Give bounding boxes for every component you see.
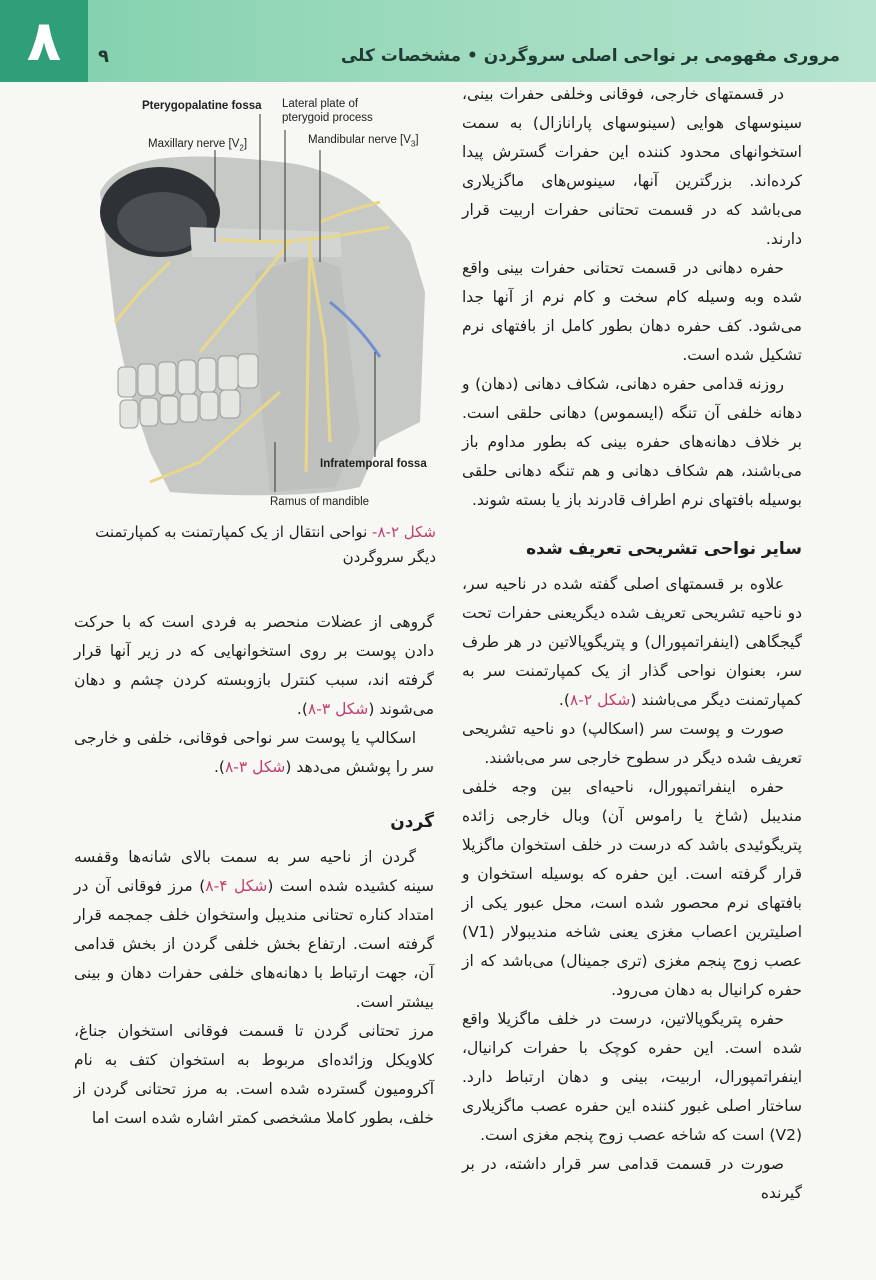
paragraph: صورت و پوست سر (اسکالپ) دو ناحیه تشریحی تعریف شده دیگر در سطوح خارجی سر می‌باشند. (462, 720, 802, 767)
paragraph: گردن از ناحیه سر به سمت بالای شانه‌ها وقفسه سینه کشیده شده است (شکل ۴-۸) مرز فوقانی آن در امتداد کناره تحتانی مندیبل واستخوان خلف جمجمه قرار گرفته است. ارتفاع بخش خلفی گردن از بخش قدامی آن، جهت ارتباط با دهانه‌های خلفی حفرات دهان و بینی بیشتر است. (74, 848, 434, 1011)
anatomy-figure (80, 92, 450, 512)
chapter-number: ۸ (0, 0, 88, 82)
label-pterygopalatine-fossa: Pterygopalatine fossa (142, 100, 262, 112)
right-column (462, 80, 802, 1208)
paragraph: مرز تحتانی گردن تا قسمت فوقانی استخوان جناغ، کلاویکل وزائده‌ای مربوط به استخوان کتف به نام آکرومیون گسترده شده است. به مرز تحتانی گردن از خلف، بطور کاملا مشخصی کمتر اشاره شده است اما (74, 1022, 434, 1127)
paragraph: حفره دهانی در قسمت تحتانی حفرات بینی واقع شده وبه وسیله کام سخت و کام نرم از آنها جدا می‌شود. کف حفره دهان بطور کامل از بافتهای نرم تشکیل شده است. (462, 259, 802, 364)
label-maxillary-nerve: Maxillary nerve $[V_2]$ (148, 138, 248, 153)
figure-reference[interactable]: شکل ۳-۸ (307, 700, 369, 718)
paragraph: اسکالپ یا پوست سر نواحی فوقانی، خلفی و خارجی سر را پوشش می‌دهد (شکل ۳-۸). (74, 729, 434, 776)
left-column (74, 608, 434, 1133)
section-heading: سایر نواحی تشریحی تعریف شده (526, 539, 802, 559)
label-infratemporal-fossa: Infratemporal fossa (320, 458, 427, 470)
paragraph: علاوه بر قسمتهای اصلی گفته شده در ناحیه سر، دو ناحیه تشریحی تعریف شده دیگریعنی حفرات تحت گیجگاهی (اینفراتمپورال) و پتریگوپالاتین در هر طرف سر، بعنوان نواحی گذار از یک کمپارتمنت سر به کمپارتمنت دیگر می‌باشند (شکل ۲-۸). (462, 575, 802, 709)
label-pterygoid-process: pterygoid process (282, 112, 373, 124)
label-ramus-of-mandible: Ramus of mandible (270, 496, 370, 508)
section-heading: گردن (390, 812, 434, 832)
page-number: ۹ (98, 46, 109, 67)
paragraph: در قسمتهای خارجی، فوقانی وخلفی حفرات بینی، سینوسهای هوایی (سینوسهای پارانازال) به سمت استخوانهای محدود کننده این حفرات گسترش پیدا کرده‌اند. بزرگترین آنها، سینوس‌های ماگزیلاری می‌باشد که در قسمت تحتانی حفرات اربیت قرار دارند. (462, 85, 802, 248)
skull-illustration (80, 92, 450, 512)
figure-reference[interactable]: شکل ۳-۸ (224, 758, 286, 776)
label-mandibular-nerve: Mandibular nerve $[V_3]$ (308, 134, 419, 149)
paragraph: صورت در قسمت قدامی سر قرار داشته، در بر گیرنده (462, 1155, 802, 1202)
running-title: مروری مفهومی بر نواحی اصلی سروگردن • مشخصات کلی (340, 46, 840, 66)
figure-reference[interactable]: شکل ۴-۸ (205, 877, 268, 895)
caption-tag: شکل ۲-۸- (372, 523, 436, 541)
caption-text: نواحی انتقال از یک کمپارتمنت به کمپارتمنت دیگر سروگردن (95, 523, 436, 566)
paragraph: حفره پتریگوپالاتین، درست در خلف ماگزیلا واقع شده است. این حفره کوچک با حفرات کرانیال، اینفراتمپورال، اربیت، بینی و دهان ارتباط دارد. ساختار اصلی غبور کننده این حفره عصب ماگزیلاری (V2) است که شاخه عصب زوج پنجم مغزی است. (462, 1010, 802, 1144)
figure-reference[interactable]: شکل ۲-۸ (569, 691, 631, 709)
paragraph: حفره اینفراتمپورال، ناحیه‌ای بین وجه خلفی مندیبل (شاخ یا راموس آن) وبال خارجی زائده پتریگوئیدی باشد که درست در خلف استخوان ماگزیلا قرار گرفته است. این حفره که بوسیله استخوان و بافتهای نرم محصور شده است، محل عبور یکی از اصلیترین اعصاب مغزی یعنی شاخه مندیبولار (V1) عصب زوج پنجم مغزی (تری جمینال) می‌باشد که از حفره کرانیال به دهان می‌رود. (462, 778, 802, 999)
label-lateral-plate: Lateral plate of (282, 98, 359, 110)
paragraph: گروهی از عضلات منحصر به فردی است که با حرکت دادن پوست بر روی استخوانهایی که در زیر آنها قرار گرفته اند، سبب کنترل بازوبسته کردن چشم و دهان می‌شوند (شکل ۳-۸). (74, 613, 434, 718)
header-bar (0, 0, 876, 82)
paragraph: روزنه قدامی حفره دهانی، شکاف دهانی (دهان) و دهانه خلفی آن تنگه (ایسموس) دهانی حلقی است. بر خلاف دهانه‌های حفره بینی که بطور مداوم باز می‌باشند، هم شکاف دهانی و هم تنگه دهانی حلقی بوسیله بافتهای نرم اطراف قادرند باز یا بسته شوند. (462, 375, 802, 509)
figure-caption (78, 520, 436, 570)
